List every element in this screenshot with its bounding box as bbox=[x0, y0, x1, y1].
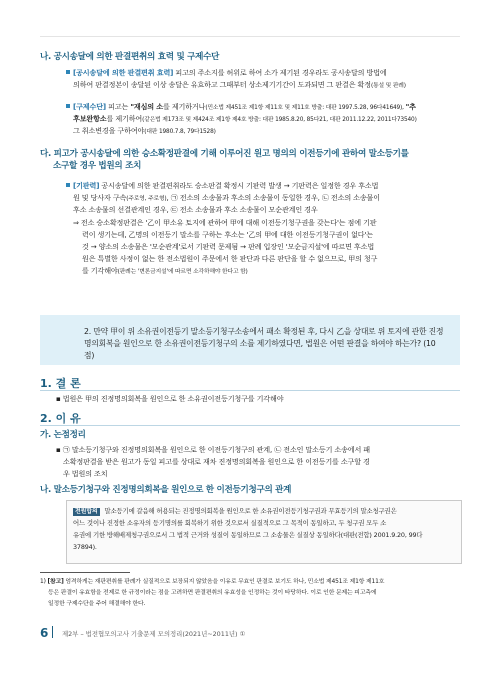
precedent-line1: 전원합의 말소등기에 갈음해 허용되는 진정명의회복을 원인으로 한 소유권이전등기청구권과 무효등기의 말소청구권은 bbox=[75, 507, 397, 515]
top-rule bbox=[40, 36, 460, 37]
res-judicata-line6: 것 → 양소의 소송물은 '모순관계'로서 기판력 문제됨 → 판례 입장인 '모순금지설'에 따르면 후소법 bbox=[82, 242, 375, 251]
bullet-dot-icon: ▪ bbox=[56, 394, 63, 403]
footnote-line2: 등은 판결이 유효함을 전제로 한 규정이라는 점을 고려하면 판결편취의 유효성을 인정하는 것이 타당하다. 이로 인한 문제는 피고측에 bbox=[48, 590, 377, 596]
res-judicata-line1: [기판력] 공시송달에 의한 판결편취라도 승소판결 확정시 기판력 발생 → 기판력은 일정한 경우 후소법 bbox=[66, 181, 378, 190]
square-bullet-icon bbox=[66, 104, 70, 108]
precedent-line3: 유권에 기한 방해배제청구권으로서 그 법적 근거와 성질이 동일하므로 그 소송물은 실질상 동일하다(대판(전합) 2001.9.20, 99다 bbox=[73, 531, 423, 539]
conclusion-heading: 1. 결 론 bbox=[40, 377, 81, 390]
reason-rule bbox=[40, 425, 460, 426]
section-heading-na: 나. 공시송달에 의한 판결편취의 효력 및 구제수단 bbox=[40, 52, 220, 62]
question-text bbox=[84, 326, 444, 362]
square-bullet-icon bbox=[66, 183, 70, 187]
conclusion-text: ▪ 법원은 甲의 진정명의회복을 원인으로 한 소유권이전등기청구를 기각해야 bbox=[56, 394, 284, 403]
footer-divider bbox=[52, 626, 53, 638]
question-line2: 명의회복을 원인으로 한 소유권이전등기청구의 소를 제기하였다면, 법원은 어떤 판결을 하여야 하는가? (10점) bbox=[84, 339, 436, 360]
res-judicata-line8: 를 기각해야(판례는 '변론금지설'에 따르면 소각하해야 한다고 함) bbox=[82, 266, 248, 275]
square-bullet-icon bbox=[66, 70, 70, 74]
res-judicata-line3: 후소 소송물의 선결관계인 경우, ㉢ 전소 소송물과 후소 소송물이 모순관계인 경우 bbox=[73, 205, 318, 214]
bullet-remedy-line3: 그 취소변경을 구하여야(대판 1980.7.8, 79다1528) bbox=[73, 126, 216, 135]
res-judicata-line7: 원은 특별한 사정이 없는 한 전소법원이 주문에서 한 판단과 다른 판단을 할 수 없으므로, 甲의 청구 bbox=[82, 254, 378, 263]
reason-heading: 2. 이 유 bbox=[40, 412, 81, 425]
conclusion-rule bbox=[40, 390, 460, 391]
precedent-line2: 어느 것이나 진정한 소유자의 등기명의를 회복하기 위한 것으로서 실질적으로 그 목적이 동일하고, 두 청구권 모두 소 bbox=[73, 519, 387, 527]
precedent-line4: 37894). bbox=[73, 543, 97, 551]
footer-text: 제2부 – 법전협모의고사 기출문제 모의정리(2021년~2011년) ① bbox=[62, 630, 246, 638]
issue-summary-line2: 소확정판결을 받은 원고가 동일 피고를 상대로 재차 진정명의회복을 원인으로 한 이전등기를 소구할 경 bbox=[63, 457, 370, 466]
section-heading-da-line2: 소구할 경우 법원의 조치 bbox=[53, 161, 142, 171]
bullet-effect-line2: 의하여 판결정본이 송달된 이상 송달은 유효하고 그때부터 상소제기기간이 도과되면 그 판결은 확정(통설 및 판례) bbox=[73, 80, 406, 89]
bullet-remedy-line2: 후보완항소를 제기하여(같은법 제173조 및 제424조 제1항 제4호 방출: 대판 1985.8.20, 85다21, 대판 2011.12.22, 2011다73540) bbox=[73, 114, 417, 123]
res-judicata-line2: 원 및 당사자 구속(주로영, 주로형), ㉠ 전소의 소송물과 후소의 소송물이 동일한 경우, ㉡ 전소의 소송물이 bbox=[73, 193, 380, 202]
issue-summary-heading: 가. 논점정리 bbox=[40, 430, 86, 440]
issue-summary-line3: 우 법원의 조치 bbox=[63, 469, 108, 478]
res-judicata-line5: 력이 생기는데, 乙명의 이전등기 말소를 구하는 후소는 '乙의 甲에 대한 이전등기청구권이 없다'는 bbox=[82, 230, 373, 239]
question-box bbox=[40, 315, 460, 365]
res-judicata-line4: ⇒ 전소 승소확정판결은 '乙이 甲소유 토지에 관하여 甲에 대해 이전등기청구권을 갖는다'는 점에 기판 bbox=[73, 218, 377, 227]
footnote-line3: 일정한 구제수단을 주어 해결해야 한다. bbox=[48, 601, 146, 607]
section-heading-da-line1: 다. 피고가 공시송달에 의한 승소확정판결에 기해 이루어진 원고 명의의 이전등기에 관하여 말소등기를 bbox=[40, 149, 409, 159]
precedent-badge: 전원합의 bbox=[75, 508, 98, 515]
footnote-line1: 1) [참고] 엄격하게는 재판편취를 판례가 실질적으로 보장되지 않았음을 이유로 무효인 판결로 보기도 하나, 민소법 제451조 제1항 제11호 bbox=[40, 579, 385, 585]
bullet-remedy-line1: [구제수단] 피고는 "재심의 소를 제기하거나(민소법 제451조 제1항 제11호 및 제11호 방출: 대판 1997.5.28, 96다41649), "추 bbox=[66, 102, 416, 113]
issue-summary-line1: ▪ ㉠ 말소등기청구와 진정명의회복을 원인으로 한 이전등기청구의 관계, ㉡ 전소인 말소등기 소송에서 패 bbox=[56, 445, 371, 454]
precedent-box bbox=[66, 500, 462, 564]
bullet-dot-icon: ▪ bbox=[56, 445, 63, 454]
question-line1: 2. 만약 甲이 위 소유권이전등기 말소등기청구소송에서 패소 확정된 후, 다시 乙을 상대로 위 토지에 관한 진정 bbox=[84, 327, 444, 336]
page-number: 6 bbox=[40, 626, 49, 640]
bullet-effect-line1: [공시송달에 의한 판결편취 효력] 피고의 주소지를 허위로 하여 소가 제기된 경우라도 공시송달의 방법에 bbox=[66, 68, 387, 77]
footnote-rule bbox=[40, 572, 130, 573]
relation-heading: 나. 말소등기청구와 진정명의회복을 원인으로 한 이전등기청구의 관계 bbox=[40, 485, 292, 495]
